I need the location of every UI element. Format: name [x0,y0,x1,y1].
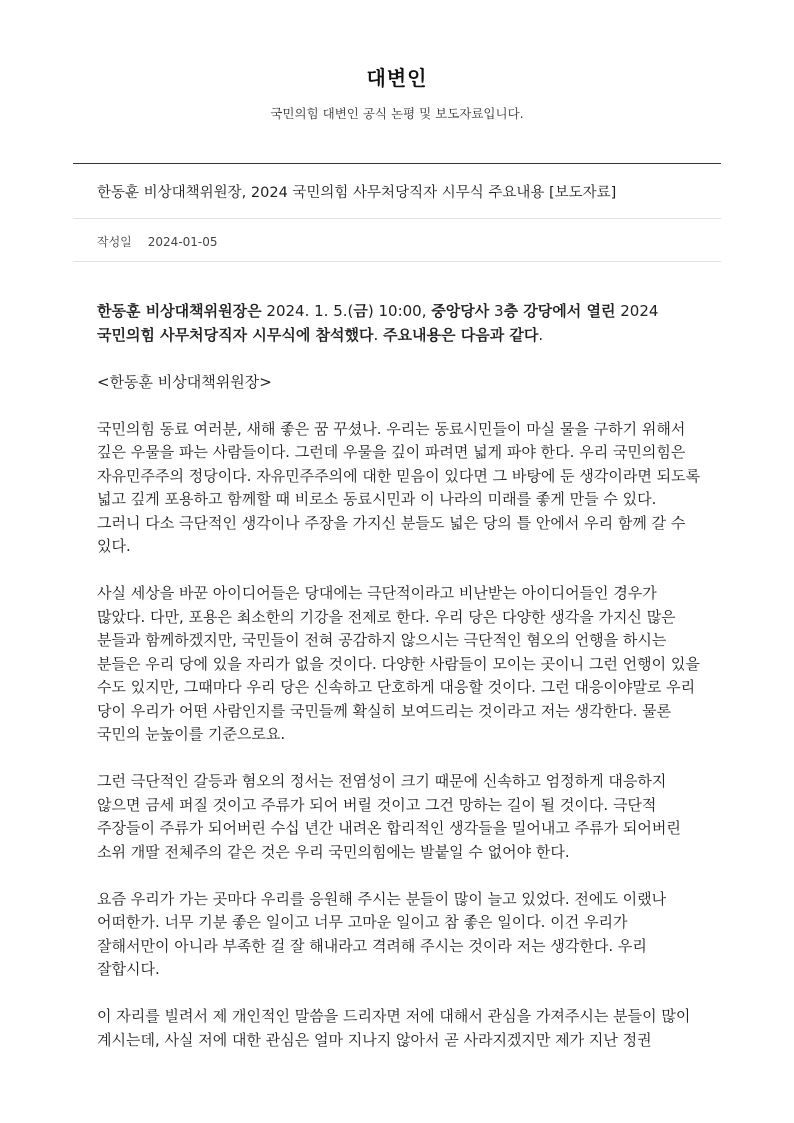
post-title: 한동훈 비상대책위원장, 2024 국민의힘 사무처당직자 시무식 주요내용 [보도자료] [97,185,617,201]
body-paragraph: 요즘 우리가 가는 곳마다 우리를 응원해 주시는 분들이 많이 늘고 있었다. 전에도 이랬나 어떠한가. 너무 기분 좋은 일이고 너무 고마운 일이고 참 좋은 일이다. 이건 우리가 잘해서만이 아니라 부족한 걸 잘 해내라고 격려해 주시는 것이라 저는 생각한다. 우리 잘합시다. [97,889,667,978]
site-subtitle: 국민의힘 대변인 공식 논평 및 보도자료입니다. [270,106,524,121]
post-meta [97,233,218,250]
title-divider [73,218,721,219]
lead-text: . [538,325,544,344]
article-body [97,300,701,1076]
date-label: 작성일 [97,235,132,249]
lead-text: 금 [353,302,368,320]
body-paragraph: 이 자리를 빌려서 제 개인적인 말씀을 드리자면 저에 대해서 관심을 가져주시는 분들이 많이 계시는데, 사실 저에 대한 관심은 얼마 지나지 않아서 곧 사라지겠지만 제가 지난 정권 [97,1007,691,1049]
post-date: 2024-01-05 [147,235,218,249]
lead-text: 2024. 1. 5.( [266,302,354,320]
lead-text: 층 강당에서 열린 [503,302,616,320]
body-paragraph: 사실 세상을 바꾼 아이디어들은 당대에는 극단적이라고 비난받는 아이디어들인 경우가 많았다. 다만, 포용은 최소한의 기강을 전제로 한다. 우리 당은 다양한 생각을 가지신 많은 분들과 함께하겠지만, 국민들이 전혀 공감하지 않으시는 극단적인 혐오의 언행을 하시는 분들은 우리 당에 있을 자리가 없을 것이다. 다양한 사람들이 모이는 곳이니 그런 언행이 있을 수도 있지만, 그때마다 우리 당은 신속하고 단호하게 대응할 것이다. 그런 대응이야말로 우리 당이 우리가 어떤 사람인지를 국민들께 확실히 보여드리는 것이라고 저는 생각한다. 물론 국민의 눈높이를 기준으로요. [97,584,700,743]
lead-text: 3 [494,302,504,320]
header-divider [73,163,721,164]
site-title: 대변인 [366,66,428,90]
site-header [0,0,794,163]
meta-divider [73,261,721,262]
body-paragraph: 그런 극단적인 갈등과 혐오의 정서는 전염성이 크기 때문에 신속하고 엄정하게 대응하지 않으면 금세 퍼질 것이고 주류가 되어 버릴 것이고 그건 망하는 길이 될 것이다. 극단적 주장들이 주류가 되어버린 수십 년간 내려온 합리적인 생각들을 밀어내고 주류가 되어버린 소위 개딸 전체주의 같은 것은 우리 국민의힘에는 발붙일 수 없어야 한다. [97,772,681,861]
lead-text: 한동훈 비상대책위원장은 [97,302,262,320]
lead-text: 국민의힘 사무처당직자 시무식에 참석했다 [97,325,374,344]
lead-text: . [373,325,379,344]
body-paragraph: 국민의힘 동료 여러분, 새해 좋은 꿈 꾸셨나. 우리는 동료시민들이 마실 물을 구하기 위해서 깊은 우물을 파는 사람들이다. 그런데 우물을 깊이 파려면 넓게 파야 한다. 우리 국민의힘은 자유민주주의 정당이다. 자유민주주의에 대한 믿음이 있다면 그 바탕에 둔 생각이라면 되도록 넓고 깊게 포용하고 함께할 때 비로소 동료시민과 이 나라의 미래를 좋게 만들 수 있다. 그러니 다소 극단적인 생각이나 주장을 가지신 분들도 넓은 당의 틀 안에서 우리 함께 갈 수 있다. [97,419,701,555]
lead-text: 중앙당사 [431,302,490,320]
lead-text: ) 10:00, [367,302,427,320]
lead-paragraph [97,300,701,347]
speaker-heading: <한동훈 비상대책위원장> [97,372,272,391]
lead-text: 주요내용은 다음과 같다 [383,325,539,344]
lead-text: 2024 [620,302,659,320]
